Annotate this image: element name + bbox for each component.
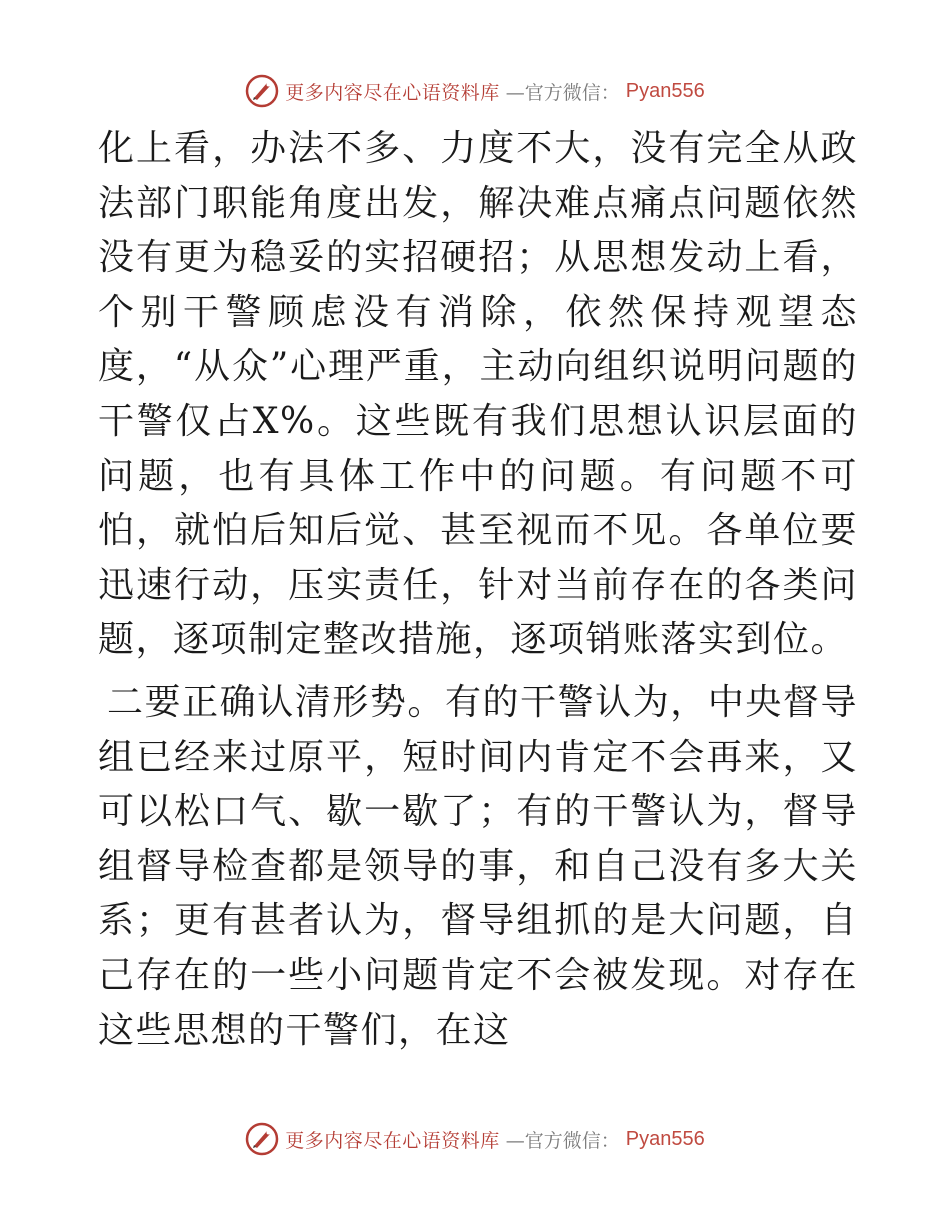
paragraph-1: 化上看，办法不多、力度不大，没有完全从政法部门职能角度出发，解决难点痛点问题依然没有更为稳妥的实招硬招；从思想发动上看，个别干警顾虑没有消除，依然保持观望态度，“从众”心理严重，主动向组织说明问题的干警仅占X%。这些既有我们思想认识层面的问题，也有具体工作中的问题。有问题不可怕，就怕后知后觉、甚至视而不见。各单位要迅速行动，压实责任，针对当前存在的各类问题，逐项制定整改措施，逐项销账落实到位。 bbox=[98, 128, 858, 661]
footer-watermark bbox=[0, 1119, 950, 1159]
brand-logo-icon bbox=[245, 1122, 279, 1156]
watermark-separator: —官方微信： bbox=[505, 81, 620, 104]
paragraph-2: 二要正确认清形势。有的干警认为，中央督导组已经来过原平，短时间内肯定不会再来，又可以松口气、歇一歇了；有的干警认为，督导组督导检查都是领导的事，和自己没有多大关系；更有甚者认为，督导组抓的是大问题，自己存在的一些小问题肯定不会被发现。对存在这些思想的干警们，在这 bbox=[98, 681, 858, 1051]
document-body bbox=[98, 122, 858, 1058]
watermark-text: 更多内容尽在心语资料库 bbox=[285, 81, 500, 104]
header-watermark bbox=[0, 71, 950, 111]
watermark-text: 更多内容尽在心语资料库 bbox=[285, 1129, 500, 1152]
watermark-wechat-id: Pyan556 bbox=[625, 79, 705, 102]
watermark-wechat-id: Pyan556 bbox=[625, 1127, 705, 1150]
watermark-separator: —官方微信： bbox=[505, 1129, 620, 1152]
brand-logo-icon bbox=[245, 74, 279, 108]
